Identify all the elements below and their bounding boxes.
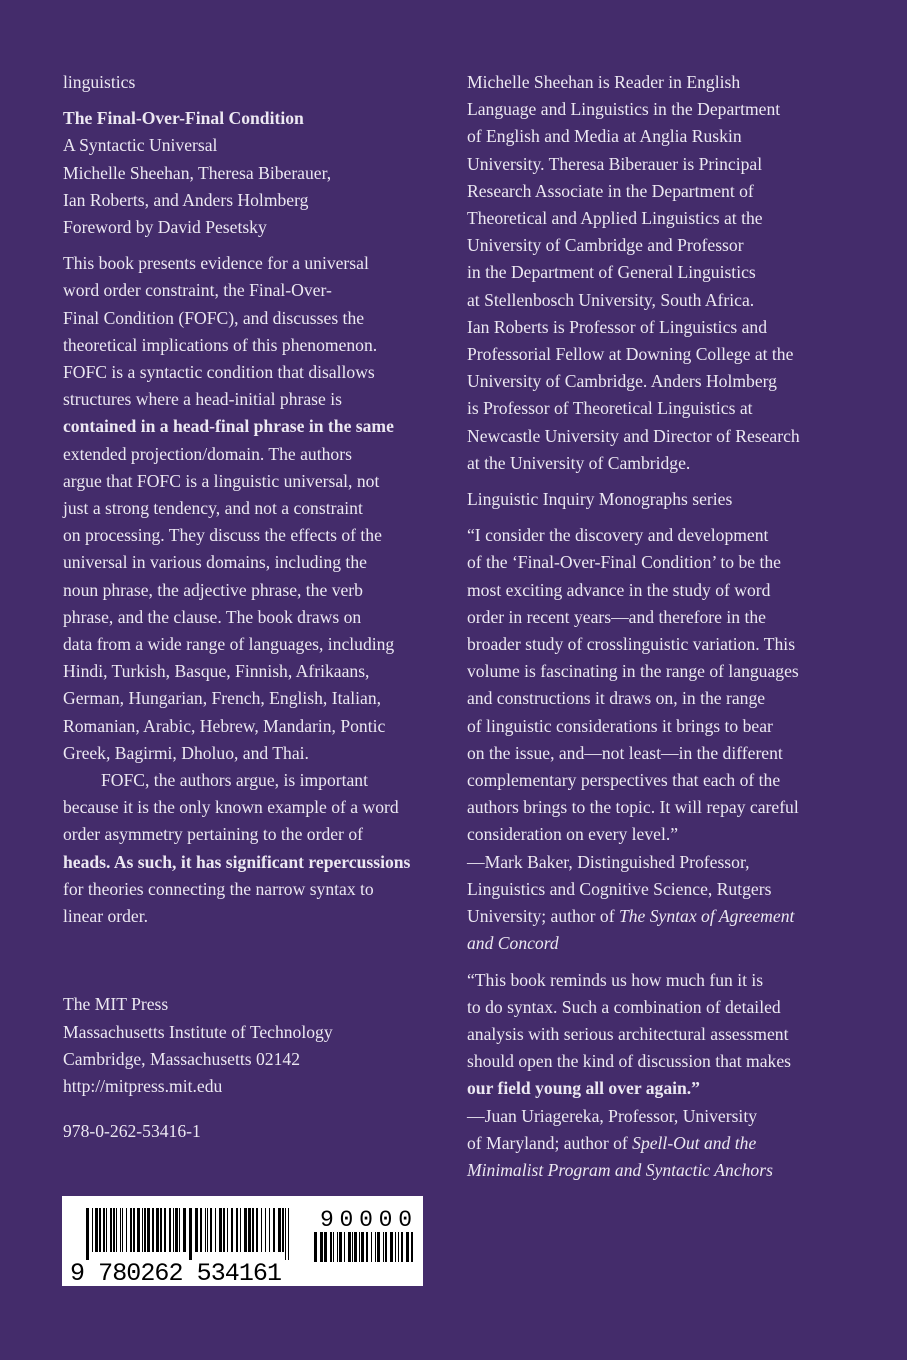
barcode-bar <box>122 1208 123 1252</box>
bio-line: University of Cambridge and Professor <box>467 235 744 256</box>
barcode-bar <box>361 1232 364 1262</box>
description-line: Hindi, Turkish, Basque, Finnish, Afrikaans, <box>63 661 370 682</box>
barcode-bar <box>324 1232 327 1262</box>
barcode-bar <box>92 1208 93 1252</box>
description-line: order asymmetry pertaining to the order of <box>63 824 363 845</box>
bio-line: Language and Linguistics in the Department <box>467 99 781 120</box>
endorsement-quote-2 <box>467 967 837 1185</box>
barcode-bar <box>116 1208 117 1252</box>
barcode-digits: 9 780262 534161 <box>70 1259 282 1286</box>
barcode-bar <box>398 1232 399 1262</box>
barcode-bar <box>231 1208 233 1252</box>
quote-line: complementary perspectives that each of the <box>467 770 781 791</box>
barcode-bar <box>269 1208 270 1252</box>
barcode-bar <box>99 1208 101 1252</box>
book-reference: and Concord <box>467 933 559 954</box>
barcode-bar <box>320 1232 323 1262</box>
barcode-bar <box>256 1208 258 1252</box>
barcode-bar <box>169 1208 171 1252</box>
barcode-bar <box>227 1208 228 1252</box>
description-line: argue that FOFC is a linguistic universal, not <box>63 470 380 491</box>
barcode-bar <box>189 1208 192 1260</box>
barcode-bar <box>147 1208 150 1252</box>
barcode-bar <box>207 1208 208 1252</box>
description-line: because it is the only known example of a word <box>63 797 399 818</box>
barcode-bar <box>103 1208 105 1252</box>
barcode-bar <box>248 1208 251 1252</box>
book-reference: The Syntax of Agreement <box>618 906 795 927</box>
bio-line: at the University of Cambridge. <box>467 452 691 473</box>
description-line: Romanian, Arabic, Hebrew, Mandarin, Pontic <box>63 715 386 736</box>
description-line: structures where a head-initial phrase is <box>63 389 342 410</box>
description-paragraph-2 <box>63 767 435 930</box>
barcode-bar <box>411 1232 413 1262</box>
quote-attribution <box>467 1130 837 1157</box>
book-subtitle: A Syntactic Universal <box>63 135 218 156</box>
description-line: data from a wide range of languages, including <box>63 634 395 655</box>
bio-line: at Stellenbosch University, South Africa. <box>467 289 755 310</box>
description-line: This book presents evidence for a universal <box>63 253 369 274</box>
book-reference: Minimalist Program and Syntactic Anchors <box>467 1159 773 1180</box>
isbn-barcode <box>62 1196 423 1286</box>
quote-attribution <box>467 903 837 930</box>
author-bio <box>467 69 837 477</box>
quote-line: on the issue, and—not least—in the different <box>467 742 783 763</box>
quote-line: analysis with serious architectural assessment <box>467 1023 789 1044</box>
barcode-bar <box>244 1208 247 1252</box>
description-line: for theories connecting the narrow syntax to <box>63 878 374 899</box>
barcode-bar <box>200 1208 202 1252</box>
bio-line: of English and Media at Anglia Ruskin <box>467 126 742 147</box>
quote-line: “I consider the discovery and development <box>467 525 769 546</box>
attribution-prefix: University; author of <box>467 906 619 927</box>
series-name: Linguistic Inquiry Monographs series <box>467 489 733 510</box>
barcode-bar <box>106 1208 107 1252</box>
barcode-bar <box>183 1208 186 1252</box>
barcode-bar <box>314 1232 317 1262</box>
quote-attribution: —Juan Uriagereka, Professor, University <box>467 1105 758 1126</box>
quote-line: to do syntax. Such a combination of detailed <box>467 996 781 1017</box>
bio-line: Research Associate in the Department of <box>467 180 754 201</box>
barcode-graphic <box>62 1196 423 1286</box>
bio-line: Theoretical and Applied Linguistics at the <box>467 208 763 229</box>
description-line: FOFC is a syntactic condition that disallows <box>63 362 375 383</box>
quote-line: authors brings to the topic. It will repay careful <box>467 797 799 818</box>
bio-line: Michelle Sheehan is Reader in English <box>467 72 741 92</box>
barcode-bar <box>210 1208 212 1252</box>
description-line: FOFC, the authors argue, is important <box>101 770 368 791</box>
quote-line: “This book reminds us how much fun it is <box>467 969 764 990</box>
category-label: linguistics <box>63 72 136 92</box>
barcode-bar <box>261 1208 262 1252</box>
barcode-bar <box>344 1232 345 1262</box>
publisher-city: Cambridge, Massachusetts 02142 <box>63 1048 300 1069</box>
description-line: just a strong tendency, and not a constraint <box>63 498 363 519</box>
barcode-bar <box>126 1208 127 1252</box>
barcode-bar <box>219 1208 222 1252</box>
publisher-institution: Massachusetts Institute of Technology <box>63 1021 333 1042</box>
barcode-bar <box>95 1208 98 1252</box>
barcode-bar <box>179 1208 180 1252</box>
bio-line: Newcastle University and Director of Research <box>467 425 800 446</box>
barcode-bar <box>406 1232 409 1262</box>
barcode-bar <box>285 1208 286 1260</box>
book-title: The Final-Over-Final Condition <box>63 108 304 129</box>
barcode-bar <box>265 1208 266 1252</box>
barcode-bar <box>375 1232 376 1262</box>
barcode-bar <box>401 1232 403 1262</box>
barcode-bar <box>330 1232 332 1262</box>
description-line: Greek, Bagirmi, Dholuo, and Thai. <box>63 742 309 763</box>
quote-line: our field young all over again.” <box>467 1078 700 1099</box>
quote-line: broader study of crosslinguistic variation. This <box>467 634 796 655</box>
barcode-bar <box>371 1232 372 1262</box>
bio-line: Professorial Fellow at Downing College at the <box>467 344 794 365</box>
barcode-bar <box>337 1232 338 1262</box>
barcode-bar <box>383 1232 384 1262</box>
description-line: Final Condition (FOFC), and discusses the <box>63 307 365 328</box>
authors-line-2: Ian Roberts, and Anders Holmberg <box>63 189 309 210</box>
bio-line: Ian Roberts is Professor of Linguistics and <box>467 316 768 337</box>
barcode-bar <box>144 1208 146 1252</box>
quote-attribution: —Mark Baker, Distinguished Professor, <box>467 851 750 872</box>
barcode-bar <box>86 1208 89 1260</box>
barcode-bar <box>205 1208 206 1252</box>
barcode-bar <box>385 1232 387 1262</box>
barcode-bar <box>366 1232 368 1262</box>
publisher-name: The MIT Press <box>63 994 169 1015</box>
barcode-bar <box>273 1208 275 1252</box>
bio-line: University. Theresa Biberauer is Principal <box>467 153 763 174</box>
description-line: noun phrase, the adjective phrase, the verb <box>63 579 363 600</box>
description-line: heads. As such, it has significant repercussions <box>63 851 411 872</box>
barcode-bar <box>120 1208 121 1252</box>
barcode-bar <box>333 1232 334 1262</box>
barcode-bar <box>352 1232 353 1262</box>
barcode-bar <box>142 1208 143 1252</box>
barcode-bar <box>215 1208 216 1252</box>
barcode-bar <box>348 1232 351 1262</box>
barcode-bar <box>390 1232 393 1262</box>
quote-line: most exciting advance in the study of word <box>467 579 771 600</box>
description-line: extended projection/domain. The authors <box>63 443 352 464</box>
barcode-bar <box>236 1208 238 1252</box>
description-paragraph-1 <box>63 250 435 767</box>
description-line: theoretical implications of this phenomenon. <box>63 334 378 355</box>
barcode-bar <box>156 1208 159 1252</box>
barcode-bar <box>137 1208 140 1252</box>
barcode-bar <box>240 1208 241 1252</box>
description-line: contained in a head-final phrase in the same <box>63 416 394 437</box>
quote-line: should open the kind of discussion that makes <box>467 1051 791 1072</box>
barcode-bar <box>288 1208 289 1260</box>
barcode-bar <box>175 1208 178 1252</box>
authors-line-1: Michelle Sheehan, Theresa Biberauer, <box>63 162 332 183</box>
barcode-bar <box>339 1232 342 1262</box>
publisher-block <box>63 991 435 1100</box>
barcode-bar <box>130 1208 132 1252</box>
barcode-bar <box>110 1208 112 1252</box>
description-line: phrase, and the clause. The book draws on <box>63 606 362 627</box>
description-line: on processing. They discuss the effects of the <box>63 525 382 546</box>
barcode-bar <box>152 1208 154 1252</box>
barcode-bar <box>164 1208 166 1252</box>
description-line: German, Hungarian, French, English, Italian, <box>63 688 382 709</box>
foreword-credit: Foreword by David Pesetsky <box>63 217 267 238</box>
barcode-addon-digits: 90000 <box>320 1207 412 1233</box>
quote-line: consideration on every level.” <box>467 824 679 845</box>
barcode-bar <box>377 1232 380 1262</box>
barcode-bar <box>278 1208 281 1252</box>
barcode-bar <box>359 1232 360 1262</box>
quote-line: and constructions it draws on, in the range <box>467 688 766 709</box>
book-reference: Spell-Out and the <box>632 1132 757 1153</box>
quote-line: volume is fascinating in the range of languages <box>467 661 799 682</box>
barcode-bar <box>195 1208 198 1252</box>
description-line: universal in various domains, including the <box>63 552 367 573</box>
quote-line: order in recent years—and therefore in the <box>467 606 766 627</box>
left-column <box>63 69 435 1145</box>
barcode-bar <box>395 1232 396 1262</box>
quote-attribution: Linguistics and Cognitive Science, Rutgers <box>467 878 772 899</box>
publisher-url[interactable]: http://mitpress.mit.edu <box>63 1075 223 1096</box>
barcode-bar <box>252 1208 254 1252</box>
quote-line: of linguistic considerations it brings to bear <box>467 715 773 736</box>
isbn-text: 978-0-262-53416-1 <box>63 1121 201 1142</box>
endorsement-quote-1 <box>467 522 837 957</box>
description-line: linear order. <box>63 906 148 927</box>
barcode-bar <box>173 1208 174 1252</box>
bio-line: is Professor of Theoretical Linguistics at <box>467 398 753 419</box>
barcode-bar <box>354 1232 357 1262</box>
quote-line: of the ‘Final-Over-Final Condition’ to be the <box>467 552 781 573</box>
bio-line: University of Cambridge. Anders Holmberg <box>467 371 777 392</box>
right-column <box>467 69 837 1184</box>
barcode-bar <box>160 1208 162 1252</box>
barcode-bar <box>113 1208 115 1252</box>
attribution-prefix: of Maryland; author of <box>467 1132 633 1153</box>
description-line: word order constraint, the Final-Over- <box>63 280 332 301</box>
barcode-bar <box>133 1208 135 1252</box>
barcode-bar <box>282 1208 284 1252</box>
barcode-bar <box>223 1208 225 1252</box>
bio-line: in the Department of General Linguistics <box>467 262 756 283</box>
